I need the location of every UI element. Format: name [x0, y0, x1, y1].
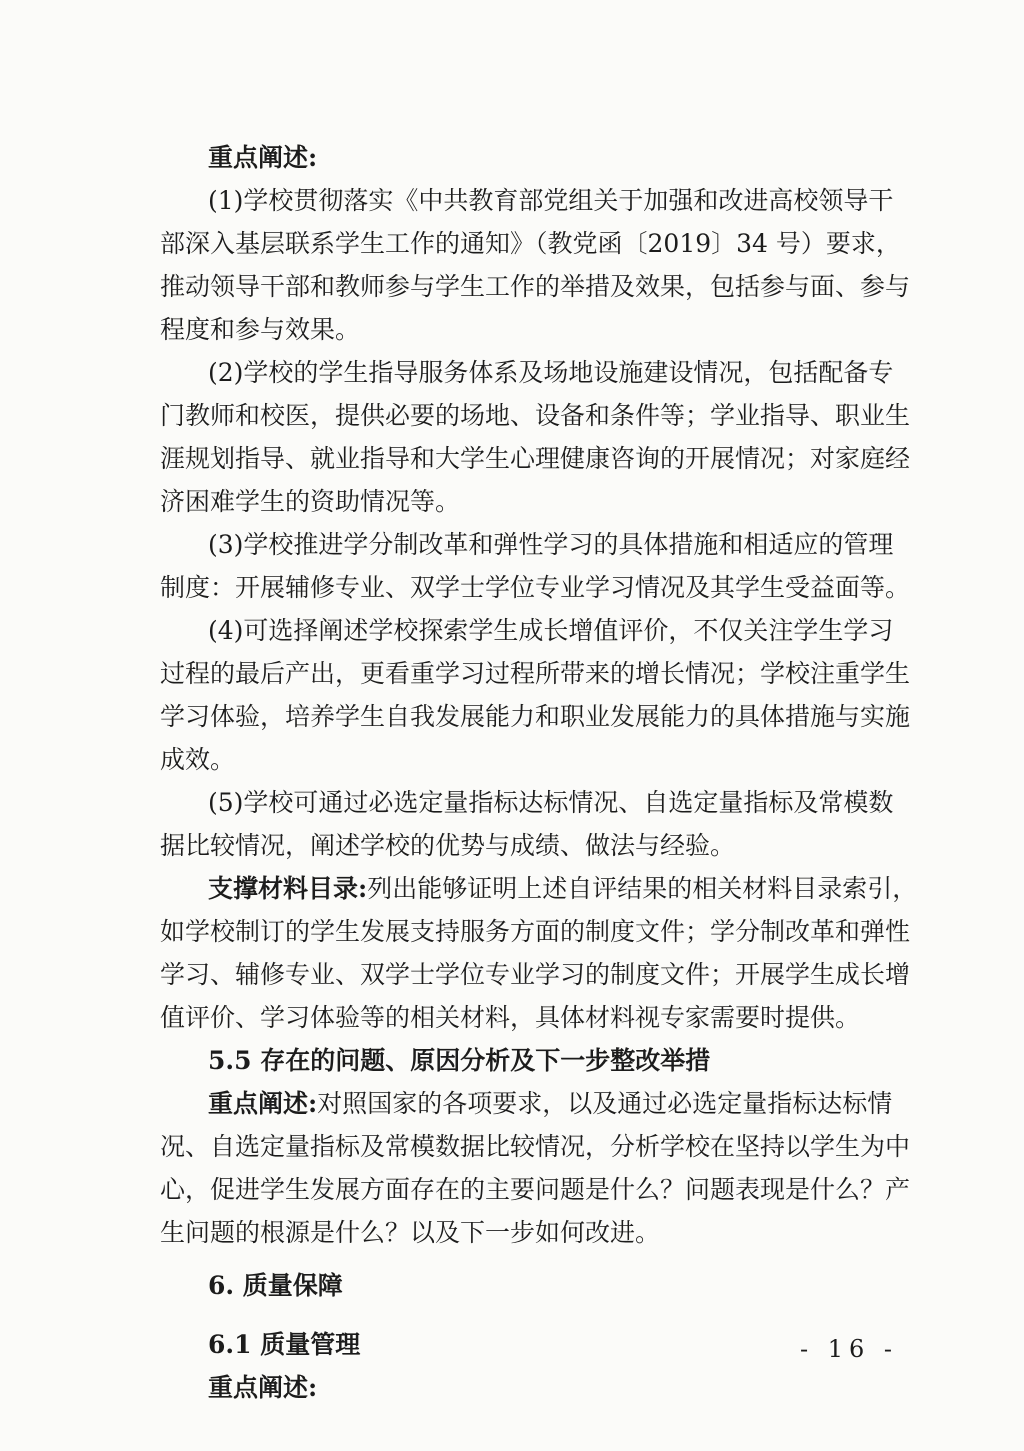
item-2-line-2: 门教师和校医，提供必要的场地、设备和条件等；学业指导、职业生 [160, 401, 911, 430]
support-line-1-text: 列出能够证明上述自评结果的相关材料目录索引， [367, 874, 918, 903]
item-2-line-4: 济困难学生的资助情况等。 [160, 487, 461, 516]
item-2-line-1: (2)学校的学生指导服务体系及场地设施建设情况，包括配备专 [208, 358, 894, 387]
item-4-line-4: 成效。 [160, 745, 236, 774]
support-materials [160, 867, 918, 1039]
list-item-1 [160, 179, 911, 351]
item-1-line-4: 程度和参与效果。 [160, 315, 361, 344]
support-line-3: 学习、辅修专业、双学士学位专业学习的制度文件；开展学生成长增 [160, 960, 911, 989]
section-6-1-label: 重点阐述: [208, 1373, 318, 1402]
page-number: - 16 - [800, 1335, 899, 1363]
section-5-5-line-4: 生问题的根源是什么？以及下一步如何改进。 [160, 1218, 661, 1247]
item-3-line-2: 制度：开展辅修专业、双学士学位专业学习情况及其学生受益面等。 [160, 573, 911, 602]
item-4-line-1: (4)可选择阐述学校探索学生成长增值评价，不仅关注学生学习 [208, 616, 894, 645]
support-line-2: 如学校制订的学生发展支持服务方面的制度文件；学分制改革和弹性 [160, 917, 911, 946]
support-line-4: 值评价、学习体验等的相关材料，具体材料视专家需要时提供。 [160, 1003, 861, 1032]
section-5-5-body [160, 1082, 911, 1254]
support-line-1 [160, 867, 918, 910]
item-5-line-2: 据比较情况，阐述学校的优势与成绩、做法与经验。 [160, 831, 736, 860]
section-6-title: 6. 质量保障 [208, 1271, 343, 1300]
item-1-line-2: 部深入基层联系学生工作的通知》（教党函〔2019〕34 号）要求， [160, 229, 901, 258]
section-5-5-line-3: 心，促进学生发展方面存在的主要问题是什么？问题表现是什么？产 [160, 1175, 911, 1204]
document-page [160, 136, 918, 1409]
section-5-5-label: 重点阐述: [208, 1089, 318, 1118]
item-4-line-3: 学习体验，培养学生自我发展能力和职业发展能力的具体措施与实施 [160, 702, 911, 731]
key-points-heading: 重点阐述: [208, 143, 318, 172]
list-item-4 [160, 609, 911, 781]
list-item-2 [160, 351, 911, 523]
item-2-line-3: 涯规划指导、就业指导和大学生心理健康咨询的开展情况；对家庭经 [160, 444, 911, 473]
item-1-line-1: (1)学校贯彻落实《中共教育部党组关于加强和改进高校领导干 [208, 186, 894, 215]
item-1-line-3: 推动领导干部和教师参与学生工作的举措及效果，包括参与面、参与 [160, 272, 911, 301]
section-6-1-title: 6.1 质量管理 [208, 1330, 361, 1359]
item-5-line-1: (5)学校可通过必选定量指标达标情况、自选定量指标及常模数 [208, 788, 894, 817]
section-5-5-line-1-text: 对照国家的各项要求，以及通过必选定量指标达标情 [317, 1089, 893, 1118]
list-item-3 [160, 523, 911, 609]
support-label: 支撑材料目录: [208, 874, 368, 903]
section-5-5-title: 5.5 存在的问题、原因分析及下一步整改举措 [208, 1046, 711, 1075]
item-4-line-2: 过程的最后产出，更看重学习过程所带来的增长情况；学校注重学生 [160, 659, 911, 688]
section-5-5-line-1 [160, 1082, 893, 1125]
list-item-5 [160, 781, 894, 867]
section-5-5-line-2: 况、自选定量指标及常模数据比较情况，分析学校在坚持以学生为中 [160, 1132, 911, 1161]
item-3-line-1: (3)学校推进学分制改革和弹性学习的具体措施和相适应的管理 [208, 530, 894, 559]
